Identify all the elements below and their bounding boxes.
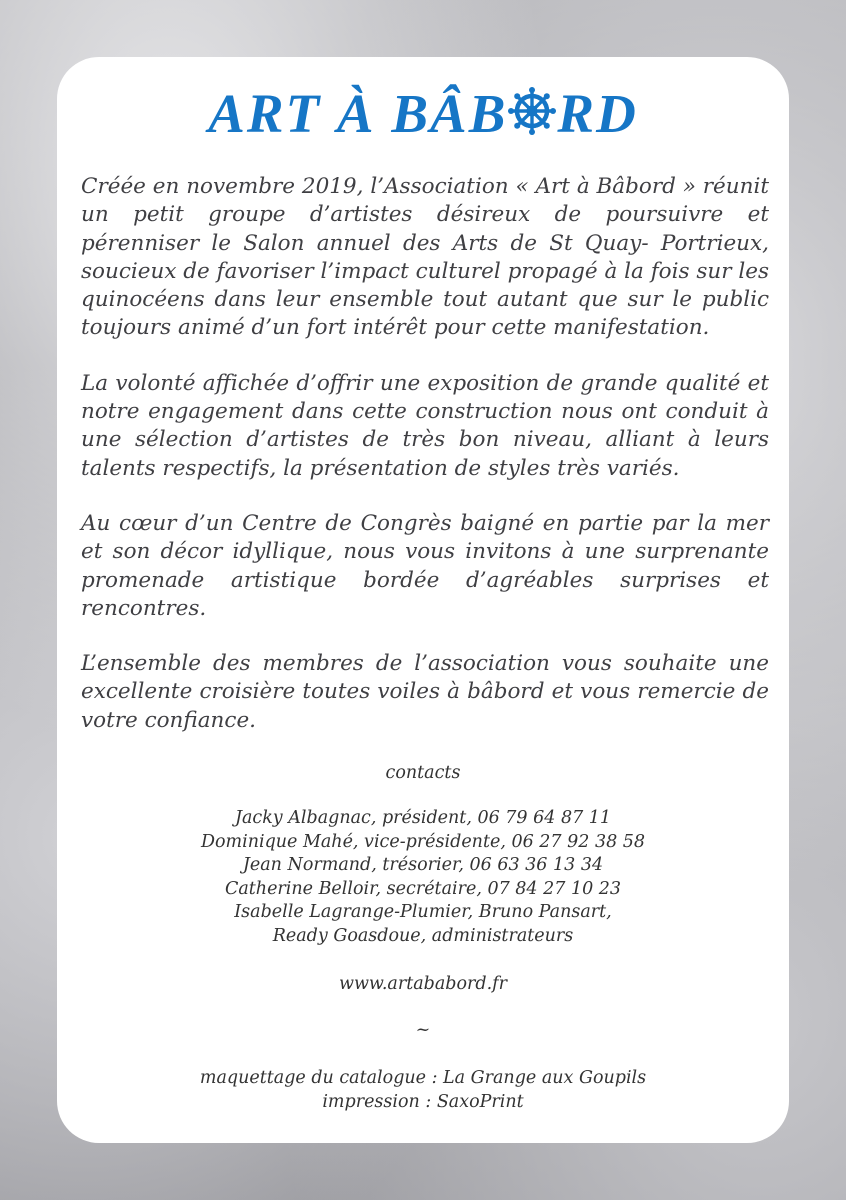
title-part-2: RD bbox=[557, 83, 638, 144]
title-part-1: ART À BÂB bbox=[208, 83, 508, 144]
paragraph: Au cœur d’un Centre de Congrès baigné en partie par la mer et son décor idyllique, nous vous invitons à une surprenante promenade artistique bordée d’agréables surprises et rencontres. bbox=[81, 510, 769, 621]
contacts-list bbox=[57, 807, 789, 948]
paragraph: Créée en novembre 2019, l’Association « Art à Bâbord » réunit un petit groupe d’artistes désireux de poursuivre et pérenniser le Salon annuel des Arts de St Quay- Portrieux, soucieux de favoriser l’impact culturel propagé à la fois sur les quinocéens dans leur ensemble tout autant que sur le public toujours animé d’un fort intérêt pour cette manifestation. bbox=[81, 174, 769, 341]
intro-text bbox=[81, 173, 769, 762]
contacts-heading: contacts bbox=[385, 763, 461, 783]
contact-line: Jacky Albagnac, président, 06 79 64 87 11 bbox=[234, 808, 612, 828]
separator: ~ bbox=[415, 1020, 431, 1040]
contact-line: Ready Goasdoue, administrateurs bbox=[272, 925, 574, 946]
contact-line: Dominique Mahé, vice-présidente, 06 27 92 38 58 bbox=[200, 831, 646, 852]
contact-line: Isabelle Lagrange-Plumier, Bruno Pansart, bbox=[234, 902, 612, 922]
credit-line: impression : SaxoPrint bbox=[322, 1091, 524, 1112]
credit-line: maquettage du catalogue : La Grange aux Goupils bbox=[199, 1068, 647, 1088]
contact-line: Catherine Belloir, secrétaire, 07 84 27 10 23 bbox=[224, 878, 622, 899]
content-card bbox=[57, 57, 789, 1143]
paragraph: La volonté affichée d’offrir une exposition de grande qualité et notre engagement dans cette construction nous ont conduit à une sélection d’artistes de très bon niveau, alliant à leurs talents respectifs, la présentation de styles très variés. bbox=[81, 370, 769, 481]
ship-wheel-icon bbox=[508, 86, 556, 134]
page-title bbox=[57, 83, 789, 145]
contact-line: Jean Normand, trésorier, 06 63 36 13 34 bbox=[242, 855, 604, 875]
paragraph: L’ensemble des membres de l’association vous souhaite une excellente croisière toutes voiles à bâbord et vous remercie de votre confiance. bbox=[81, 651, 769, 733]
website-link[interactable]: www.artababord.fr bbox=[338, 974, 508, 994]
credits bbox=[57, 1067, 789, 1114]
